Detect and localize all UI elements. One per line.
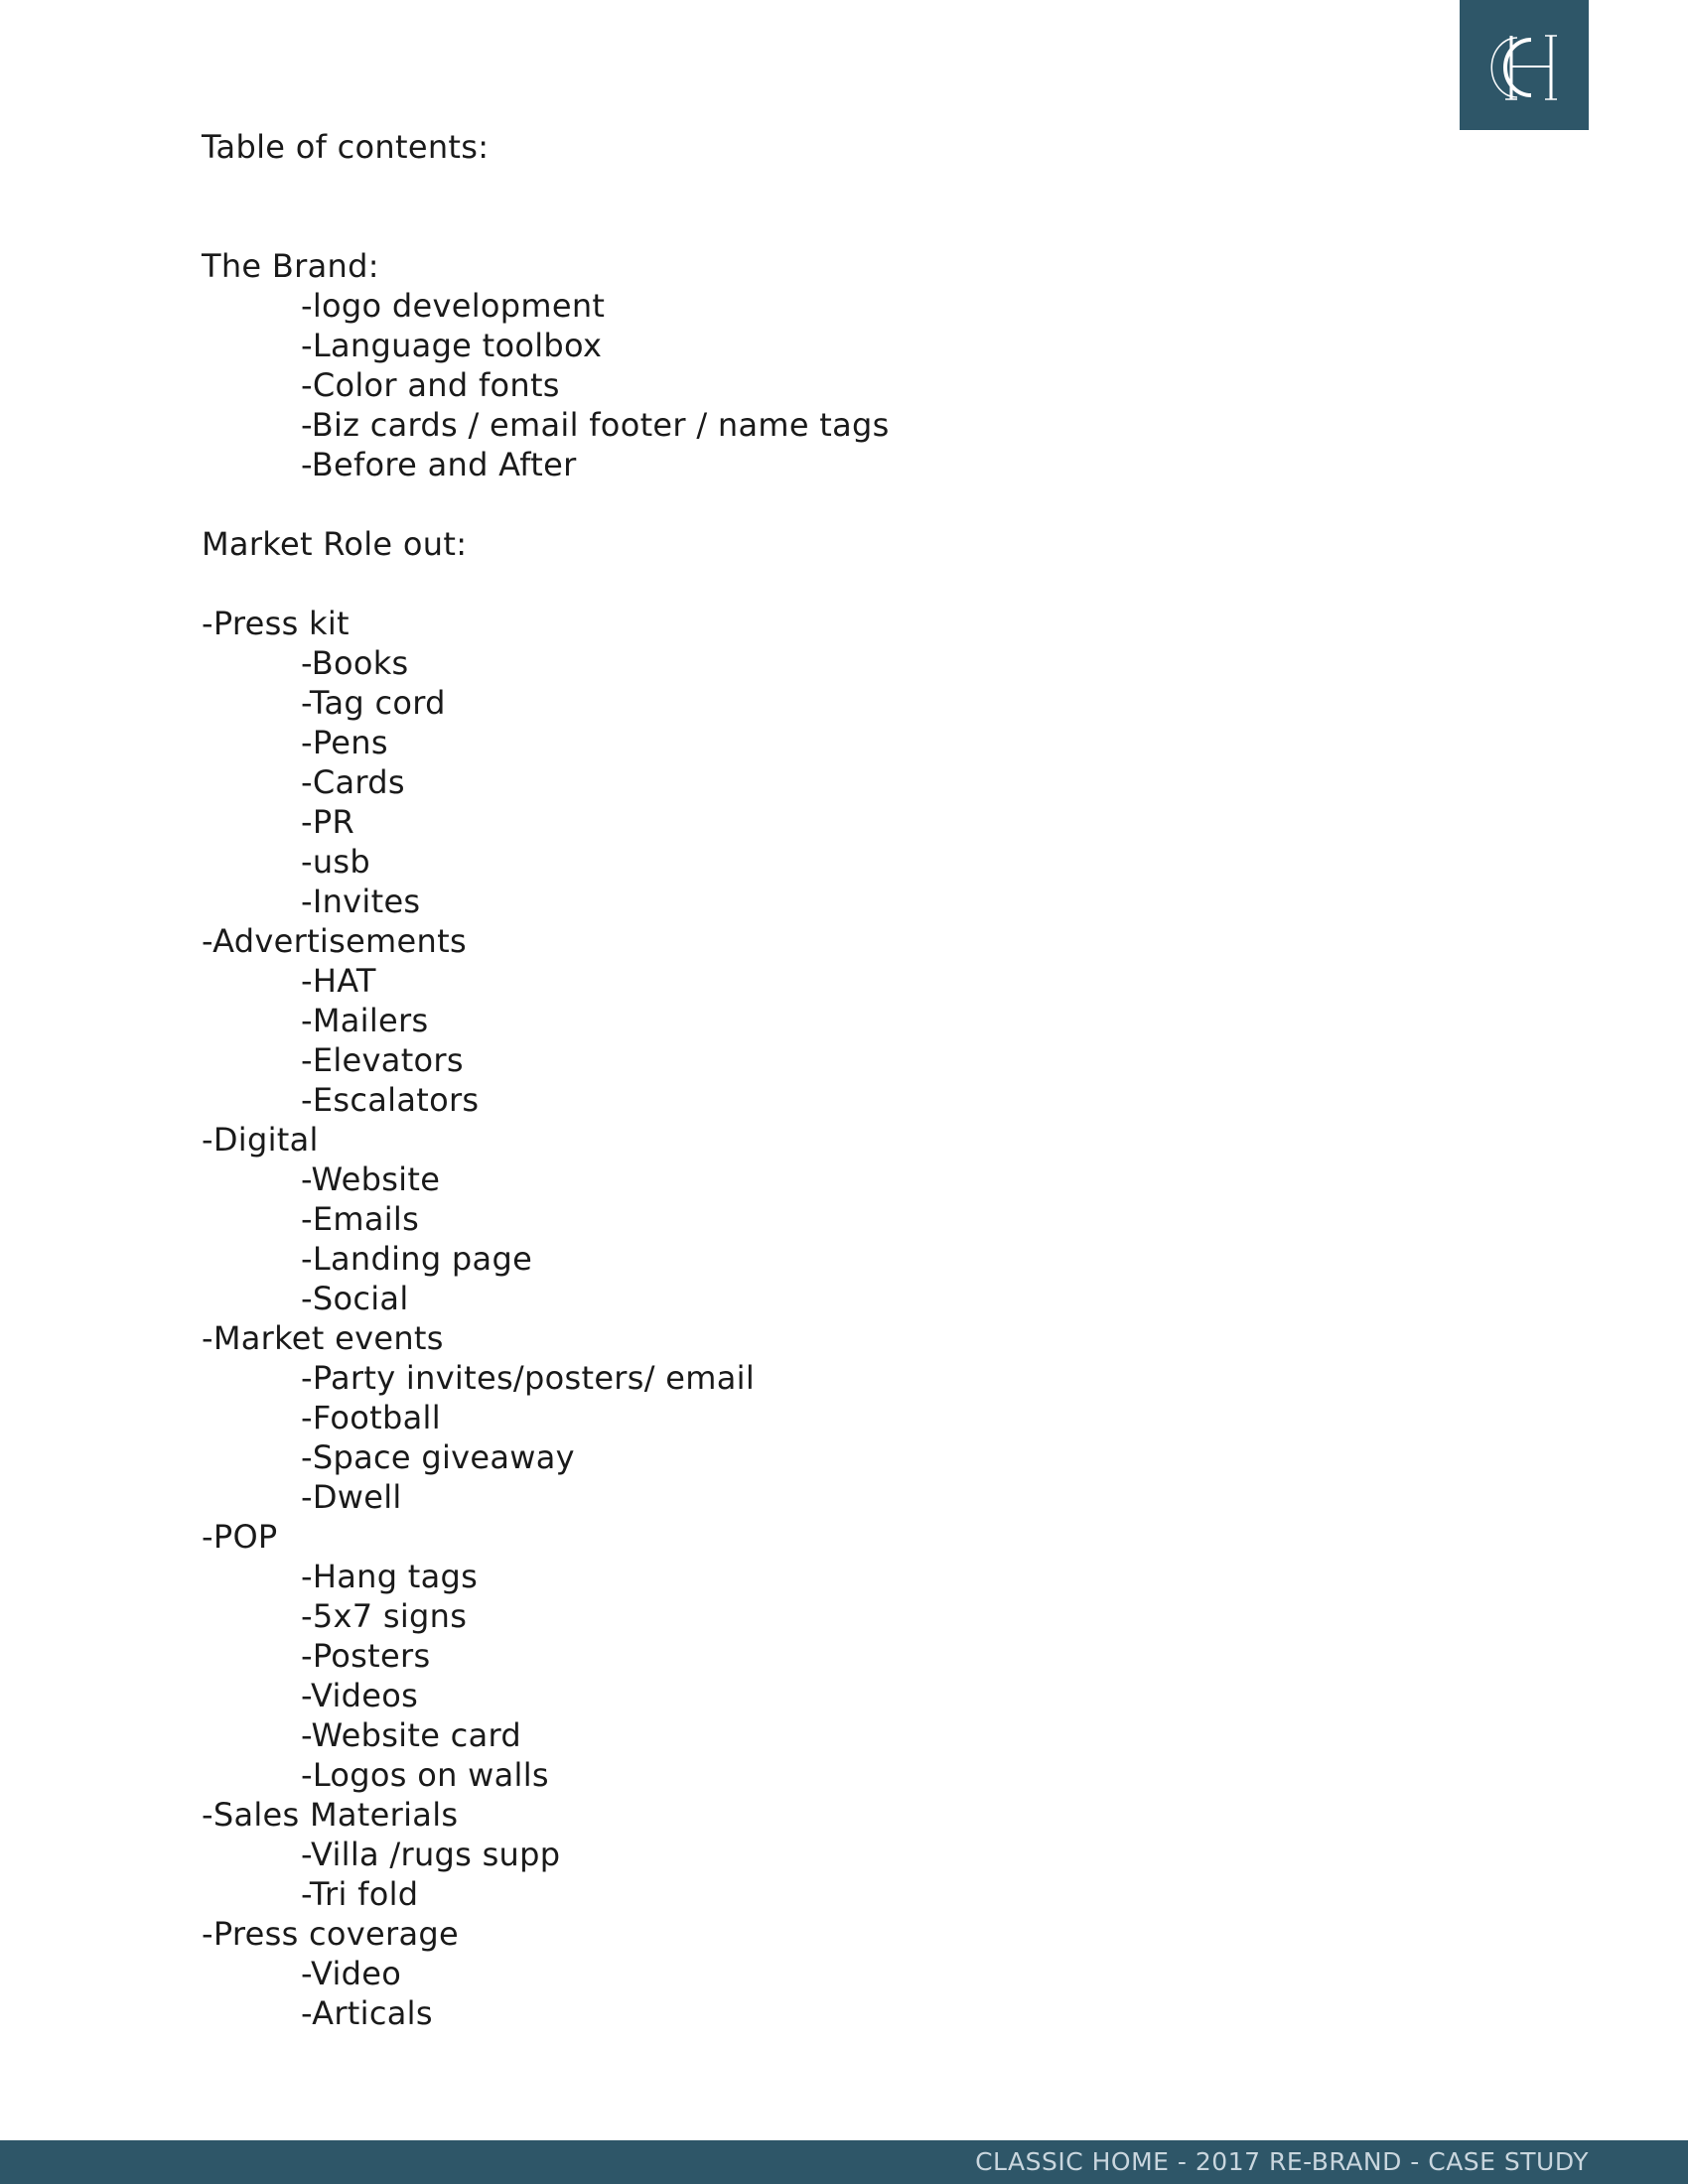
- list-item: -Videos: [301, 1677, 419, 1714]
- list-item: -Mailers: [301, 1002, 429, 1039]
- list-item: -Villa /rugs supp: [301, 1836, 561, 1873]
- list-item: -usb: [301, 843, 371, 881]
- list-item: -HAT: [301, 962, 376, 1000]
- group-label-pop: -POP: [202, 1518, 278, 1556]
- list-item: -Before and After: [301, 446, 577, 483]
- ch-monogram-icon: [1460, 0, 1589, 130]
- list-item: -Social: [301, 1280, 409, 1317]
- footer-bar: [0, 2140, 1688, 2184]
- list-item: -5x7 signs: [301, 1597, 468, 1635]
- brand-list: [202, 286, 890, 484]
- brand-logo: [1460, 0, 1589, 130]
- list-item: -Landing page: [301, 1240, 533, 1278]
- list-item: -Pens: [301, 724, 388, 761]
- group-label-press-coverage: -Press coverage: [202, 1915, 459, 1953]
- list-item: -Color and fonts: [301, 366, 560, 404]
- group-label-market-events: -Market events: [202, 1319, 444, 1357]
- list-item: -logo development: [301, 287, 606, 325]
- group-label-press-kit: -Press kit: [202, 605, 350, 642]
- list-item: -Website: [301, 1160, 441, 1198]
- list-item: -Dwell: [301, 1478, 402, 1516]
- list-item: -Video: [301, 1955, 402, 1992]
- list-item: -Tag cord: [301, 684, 446, 722]
- list-item: -Hang tags: [301, 1558, 479, 1595]
- list-item: -Tri fold: [301, 1875, 419, 1913]
- group-label-digital: -Digital: [202, 1121, 319, 1159]
- list-item: -Emails: [301, 1200, 420, 1238]
- group-label-advertisements: -Advertisements: [202, 922, 467, 960]
- toc-title: Table of contents:: [202, 128, 490, 166]
- group-label-sales-materials: -Sales Materials: [202, 1796, 459, 1834]
- list-item: -Biz cards / email footer / name tags: [301, 406, 890, 444]
- list-item: -Language toolbox: [301, 327, 603, 364]
- table-of-contents: [202, 127, 890, 2033]
- list-item: -Books: [301, 644, 409, 682]
- list-item: -Logos on walls: [301, 1756, 549, 1794]
- list-item: -Party invites/posters/ email: [301, 1359, 756, 1397]
- market-list: [202, 604, 890, 2033]
- list-item: -Articals: [301, 1994, 433, 2032]
- list-item: -Cards: [301, 763, 405, 801]
- list-item: -Space giveaway: [301, 1438, 575, 1476]
- list-item: -Elevators: [301, 1041, 464, 1079]
- list-item: -Football: [301, 1399, 441, 1436]
- footer-text: CLASSIC HOME - 2017 RE-BRAND - CASE STUDY: [975, 2147, 1589, 2176]
- list-item: -PR: [301, 803, 354, 841]
- list-item: -Invites: [301, 883, 421, 920]
- list-item: -Escalators: [301, 1081, 480, 1119]
- list-item: -Posters: [301, 1637, 431, 1675]
- market-heading: Market Role out:: [202, 525, 468, 563]
- brand-heading: The Brand:: [202, 247, 379, 285]
- list-item: -Website card: [301, 1716, 521, 1754]
